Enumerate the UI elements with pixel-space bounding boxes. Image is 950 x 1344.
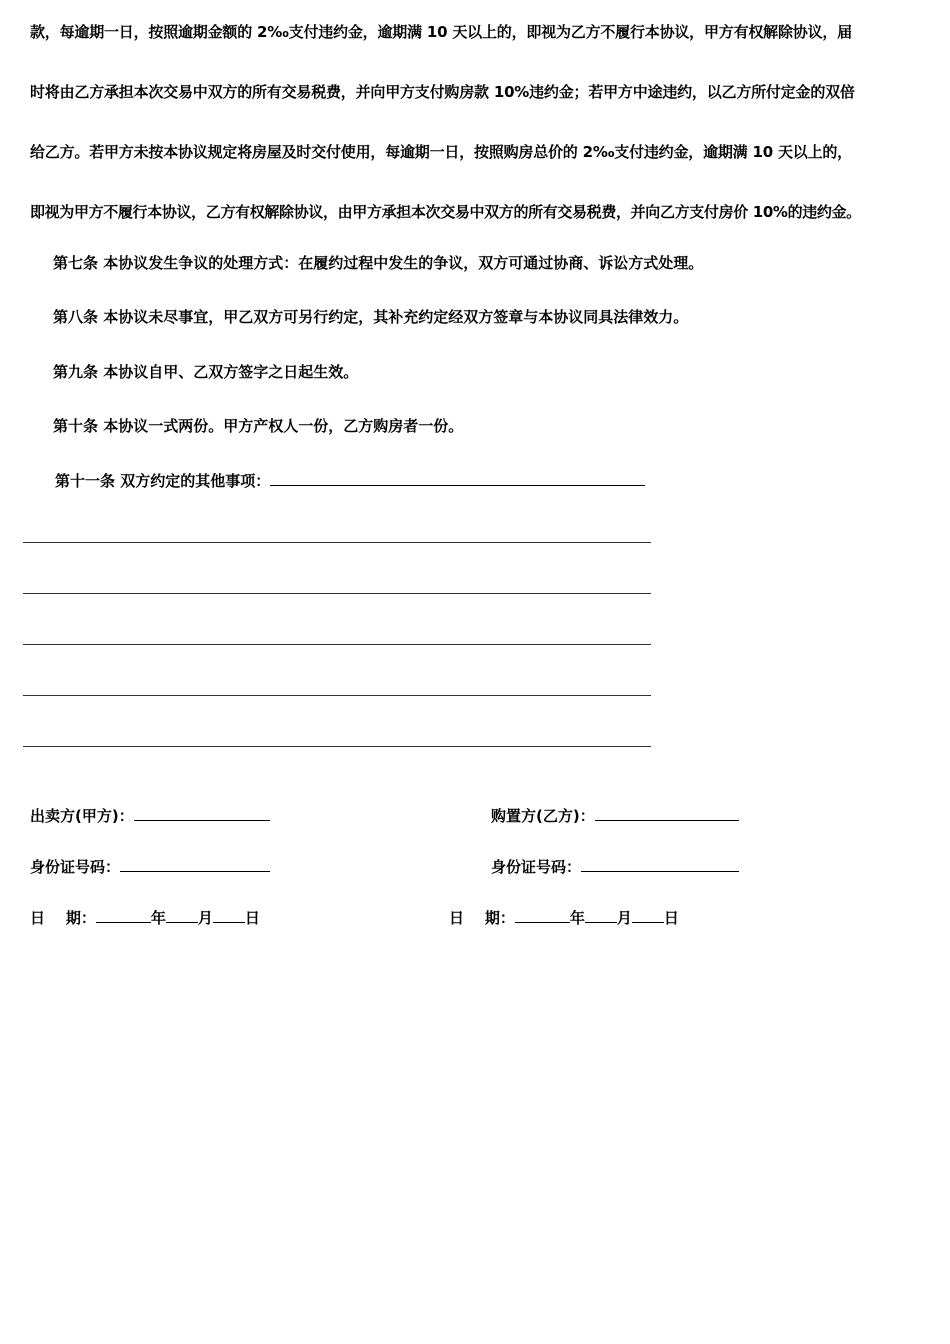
article-9: 第九条 本协议自甲、乙双方签字之日起生效。 [53, 363, 359, 381]
year-label: 年 [569, 909, 585, 927]
seller-signature-blank[interactable] [134, 806, 270, 821]
seller-signature-row [30, 806, 270, 826]
article-11-label: 第十一条 双方约定的其他事项： [55, 472, 271, 490]
paragraph-line-1: 款，每逾期一日，按照逾期金额的 2‰支付违约金，逾期满 10 天以上的，即视为乙方不履行本协议，甲方有权解除协议，届 [30, 23, 852, 41]
article-11 [55, 471, 645, 491]
buyer-date-label: 日 期： [449, 909, 515, 927]
paragraph-line-2: 时将由乙方承担本次交易中双方的所有交易税费，并向甲方支付购房款 10%违约金；若甲方中途违约，以乙方所付定金的双倍 [30, 83, 855, 101]
buyer-month-blank[interactable] [585, 908, 617, 923]
buyer-label: 购置方(乙方)： [491, 807, 595, 825]
buyer-signature-row [491, 806, 739, 826]
blank-line-1[interactable] [23, 542, 651, 543]
buyer-day-blank[interactable] [632, 908, 664, 923]
seller-id-blank[interactable] [120, 857, 270, 872]
blank-line-3[interactable] [23, 644, 651, 645]
paragraph-line-3: 给乙方。若甲方未按本协议规定将房屋及时交付使用，每逾期一日，按照购房总价的 2‰支付违约金，逾期满 10 天以上的， [30, 143, 852, 161]
blank-line-5[interactable] [23, 746, 651, 747]
seller-day-blank[interactable] [213, 908, 245, 923]
buyer-signature-blank[interactable] [595, 806, 739, 821]
seller-date-label: 日 期： [30, 909, 96, 927]
day-label: 日 [663, 909, 679, 927]
paragraph-line-4: 即视为甲方不履行本协议，乙方有权解除协议，由甲方承担本次交易中双方的所有交易税费，并向乙方支付房价 10%的违约金。 [30, 203, 861, 221]
seller-id-label: 身份证号码： [30, 858, 121, 876]
month-label: 月 [616, 909, 632, 927]
buyer-id-blank[interactable] [581, 857, 739, 872]
buyer-id-label: 身份证号码： [491, 858, 582, 876]
buyer-id-row [491, 857, 739, 877]
seller-label: 出卖方(甲方)： [30, 807, 134, 825]
buyer-date-row [449, 908, 679, 928]
seller-year-blank[interactable] [96, 908, 151, 923]
blank-line-4[interactable] [23, 695, 651, 696]
other-matters-blank[interactable] [270, 471, 645, 486]
seller-month-blank[interactable] [166, 908, 198, 923]
article-7: 第七条 本协议发生争议的处理方式：在履约过程中发生的争议，双方可通过协商、诉讼方式处理。 [53, 254, 704, 272]
seller-id-row [30, 857, 270, 877]
buyer-year-blank[interactable] [515, 908, 570, 923]
blank-line-2[interactable] [23, 593, 651, 594]
article-8: 第八条 本协议未尽事宜，甲乙双方可另行约定，其补充约定经双方签章与本协议同具法律效力。 [53, 308, 689, 326]
month-label: 月 [197, 909, 213, 927]
article-10: 第十条 本协议一式两份。甲方产权人一份，乙方购房者一份。 [53, 417, 464, 435]
year-label: 年 [150, 909, 166, 927]
day-label: 日 [244, 909, 260, 927]
seller-date-row [30, 908, 260, 928]
